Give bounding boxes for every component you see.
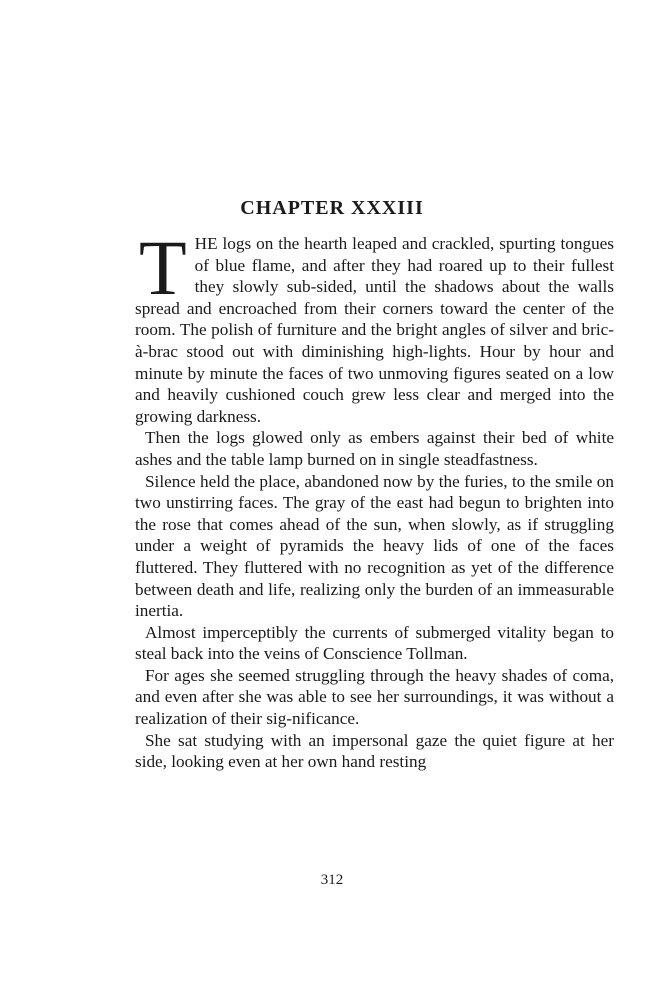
drop-cap: T bbox=[139, 224, 187, 311]
paragraph-5: For ages she seemed struggling through the heavy shades of coma, and even after she was able to see her surroundings, it was without a realization of their sig-nificance. bbox=[135, 665, 614, 729]
paragraph-2: Then the logs glowed only as embers against their bed of white ashes and the table lamp burned on in single steadfastness. bbox=[135, 428, 614, 469]
paragraph-4: Almost imperceptibly the currents of submerged vitality began to steal back into the veins of Conscience Tollman. bbox=[135, 622, 614, 664]
chapter-title: CHAPTER XXXIII bbox=[240, 197, 424, 219]
paragraph-3: Silence held the place, abandoned now by the furies, to the smile on two unstirring faces. The gray of the east had begun to brighten into the rose that comes ahead of the sun, when slowly, as if struggling under a weight of pyramids the heavy lids of one of the faces fluttered. They fluttered with no recognition as yet of the difference between death and life, realizing only the burden of an immeasurable inertia. bbox=[135, 471, 614, 621]
page-number: 312 bbox=[320, 872, 344, 888]
paragraph-1 bbox=[135, 224, 614, 427]
paragraph-6: She sat studying with an impersonal gaze the quiet figure at her side, looking even at her own hand resting bbox=[135, 730, 614, 772]
paragraph-1-text: HE logs on the hearth leaped and crackled, spurting tongues of blue flame, and after they had roared up to their fullest they slowly sub-sided, until the shadows about the walls spread and encroached from their corners toward the center of the room. The polish of furniture and the bright angles of silver and bric-à-brac stood out with diminishing high-lights. Hour by hour and minute by minute the faces of two unmoving figures seated on a low and heavily cushioned couch grew less clear and merged into the growing darkness. bbox=[135, 234, 614, 426]
body-text bbox=[135, 224, 614, 773]
